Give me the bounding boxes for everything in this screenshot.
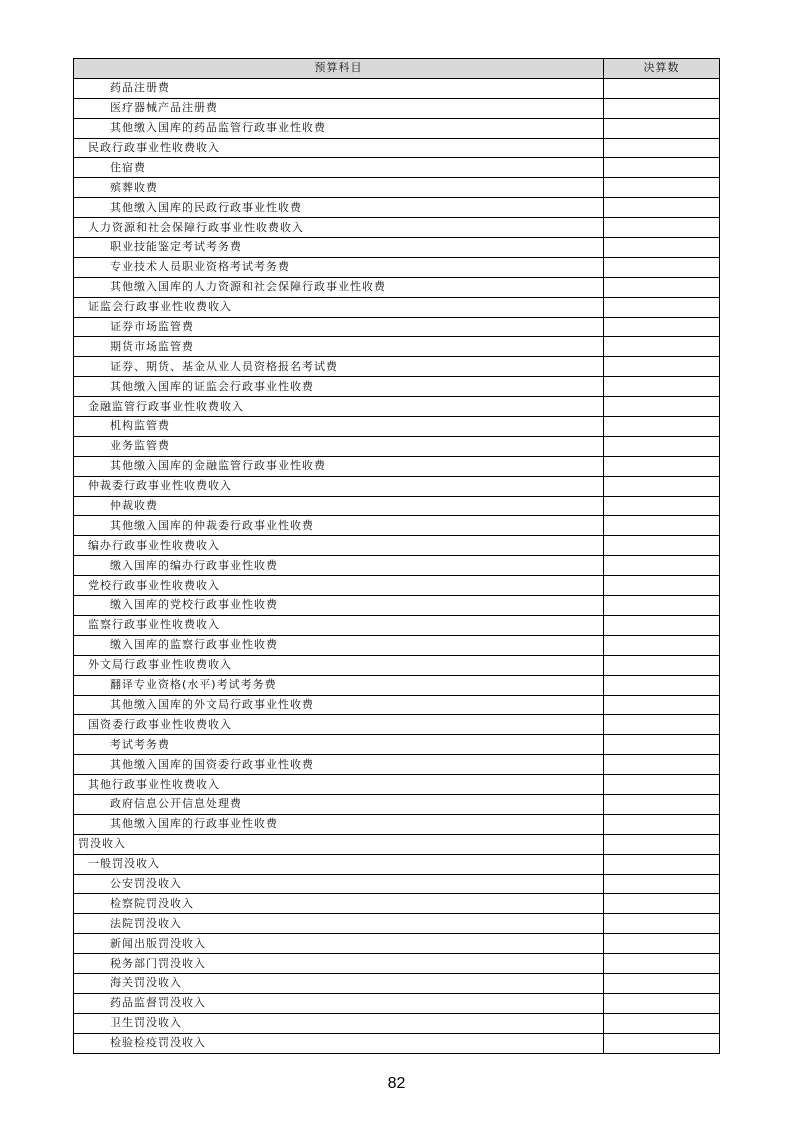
table-row [74, 456, 720, 476]
final-amount-cell [604, 794, 720, 814]
final-amount-cell [604, 814, 720, 834]
page-number: 82 [387, 1075, 406, 1092]
budget-item-cell: 其他缴入国库的药品监管行政事业性收费 [74, 118, 604, 138]
table-row [74, 556, 720, 576]
table-body [74, 78, 720, 1053]
budget-item-cell: 外文局行政事业性收费收入 [74, 655, 604, 675]
budget-item-cell: 证券、期货、基金从业人员资格报名考试费 [74, 357, 604, 377]
final-amount-cell [604, 317, 720, 337]
budget-item-cell: 缴入国库的监察行政事业性收费 [74, 635, 604, 655]
final-amount-cell [604, 158, 720, 178]
final-amount-cell [604, 357, 720, 377]
budget-item-cell: 公安罚没收入 [74, 874, 604, 894]
final-amount-cell [604, 496, 720, 516]
table-row [74, 297, 720, 317]
budget-item-cell: 仲裁收费 [74, 496, 604, 516]
table-row [74, 397, 720, 417]
budget-item-cell: 法院罚没收入 [74, 914, 604, 934]
budget-item-cell: 医疗器械产品注册费 [74, 98, 604, 118]
final-amount-cell [604, 198, 720, 218]
table-row [74, 496, 720, 516]
final-amount-cell [604, 337, 720, 357]
table-row [74, 735, 720, 755]
final-amount-cell [604, 297, 720, 317]
table-row [74, 914, 720, 934]
table-row [74, 814, 720, 834]
budget-item-cell: 殡葬收费 [74, 178, 604, 198]
budget-item-cell: 人力资源和社会保障行政事业性收费收入 [74, 218, 604, 238]
final-amount-cell [604, 257, 720, 277]
final-amount-cell [604, 218, 720, 238]
table-row [74, 715, 720, 735]
budget-item-cell: 药品监督罚没收入 [74, 993, 604, 1013]
budget-item-cell: 专业技术人员职业资格考试考务费 [74, 257, 604, 277]
final-amount-cell [604, 536, 720, 556]
final-amount-cell [604, 993, 720, 1013]
budget-item-cell: 新闻出版罚没收入 [74, 934, 604, 954]
final-amount-cell [604, 675, 720, 695]
final-amount-cell [604, 615, 720, 635]
table-row [74, 178, 720, 198]
final-amount-cell [604, 973, 720, 993]
table-row [74, 894, 720, 914]
table-row [74, 675, 720, 695]
final-amount-cell [604, 695, 720, 715]
final-amount-cell [604, 715, 720, 735]
table-row [74, 934, 720, 954]
final-amount-cell [604, 516, 720, 536]
final-amount-cell [604, 98, 720, 118]
budget-item-cell: 检察院罚没收入 [74, 894, 604, 914]
budget-item-cell: 其他缴入国库的国资委行政事业性收费 [74, 755, 604, 775]
final-amount-cell [604, 397, 720, 417]
budget-item-cell: 业务监管费 [74, 436, 604, 456]
table-row [74, 78, 720, 98]
final-amount-cell [604, 556, 720, 576]
table-row [74, 596, 720, 616]
budget-item-cell: 其他缴入国库的行政事业性收费 [74, 814, 604, 834]
budget-item-cell: 其他缴入国库的外文局行政事业性收费 [74, 695, 604, 715]
table-row [74, 794, 720, 814]
budget-item-cell: 罚没收入 [74, 834, 604, 854]
final-amount-cell [604, 417, 720, 437]
final-amount-cell [604, 635, 720, 655]
final-amount-cell [604, 874, 720, 894]
table-row [74, 98, 720, 118]
table-row [74, 635, 720, 655]
budget-table [73, 58, 720, 1054]
final-amount-cell [604, 894, 720, 914]
final-amount-cell [604, 138, 720, 158]
table-row [74, 198, 720, 218]
table-row [74, 536, 720, 556]
table-row [74, 576, 720, 596]
table-row [74, 238, 720, 258]
table-row [74, 516, 720, 536]
budget-item-cell: 其他缴入国库的证监会行政事业性收费 [74, 377, 604, 397]
header-row [74, 59, 720, 79]
final-amount-cell [604, 238, 720, 258]
budget-item-cell: 税务部门罚没收入 [74, 954, 604, 974]
table-row [74, 954, 720, 974]
table-row [74, 874, 720, 894]
table-row [74, 993, 720, 1013]
budget-item-cell: 检验检疫罚没收入 [74, 1033, 604, 1053]
header-budget-item: 预算科目 [74, 59, 604, 79]
final-amount-cell [604, 775, 720, 795]
final-amount-cell [604, 954, 720, 974]
table-row [74, 337, 720, 357]
budget-item-cell: 药品注册费 [74, 78, 604, 98]
final-amount-cell [604, 377, 720, 397]
table-row [74, 118, 720, 138]
table-row [74, 436, 720, 456]
table-row [74, 158, 720, 178]
table-row [74, 695, 720, 715]
final-amount-cell [604, 755, 720, 775]
budget-item-cell: 证监会行政事业性收费收入 [74, 297, 604, 317]
final-amount-cell [604, 436, 720, 456]
budget-item-cell: 卫生罚没收入 [74, 1013, 604, 1033]
budget-item-cell: 缴入国库的党校行政事业性收费 [74, 596, 604, 616]
table-row [74, 834, 720, 854]
final-amount-cell [604, 178, 720, 198]
budget-item-cell: 其他缴入国库的金融监管行政事业性收费 [74, 456, 604, 476]
table-row [74, 755, 720, 775]
final-amount-cell [604, 655, 720, 675]
budget-item-cell: 仲裁委行政事业性收费收入 [74, 476, 604, 496]
table-row [74, 476, 720, 496]
header-final-amount: 决算数 [604, 59, 720, 79]
budget-item-cell: 政府信息公开信息处理费 [74, 794, 604, 814]
table-row [74, 973, 720, 993]
budget-item-cell: 住宿费 [74, 158, 604, 178]
budget-item-cell: 其他缴入国库的民政行政事业性收费 [74, 198, 604, 218]
final-amount-cell [604, 934, 720, 954]
table-row [74, 1013, 720, 1033]
final-amount-cell [604, 914, 720, 934]
table-row [74, 317, 720, 337]
budget-item-cell: 国资委行政事业性收费收入 [74, 715, 604, 735]
table-row [74, 357, 720, 377]
final-amount-cell [604, 596, 720, 616]
budget-item-cell: 民政行政事业性收费收入 [74, 138, 604, 158]
final-amount-cell [604, 118, 720, 138]
budget-item-cell: 党校行政事业性收费收入 [74, 576, 604, 596]
table-row [74, 615, 720, 635]
table-row [74, 775, 720, 795]
table-row [74, 138, 720, 158]
budget-item-cell: 其他缴入国库的人力资源和社会保障行政事业性收费 [74, 277, 604, 297]
final-amount-cell [604, 277, 720, 297]
budget-item-cell: 编办行政事业性收费收入 [74, 536, 604, 556]
table-row [74, 417, 720, 437]
final-amount-cell [604, 576, 720, 596]
table-row [74, 655, 720, 675]
final-amount-cell [604, 735, 720, 755]
budget-item-cell: 监察行政事业性收费收入 [74, 615, 604, 635]
final-amount-cell [604, 1013, 720, 1033]
budget-item-cell: 考试考务费 [74, 735, 604, 755]
final-amount-cell [604, 456, 720, 476]
budget-item-cell: 缴入国库的编办行政事业性收费 [74, 556, 604, 576]
budget-item-cell: 其他行政事业性收费收入 [74, 775, 604, 795]
budget-item-cell: 翻译专业资格(水平)考试考务费 [74, 675, 604, 695]
final-amount-cell [604, 834, 720, 854]
final-amount-cell [604, 476, 720, 496]
budget-item-cell: 海关罚没收入 [74, 973, 604, 993]
table-row [74, 277, 720, 297]
table-row [74, 377, 720, 397]
final-amount-cell [604, 78, 720, 98]
budget-item-cell: 证券市场监管费 [74, 317, 604, 337]
table-row [74, 1033, 720, 1053]
budget-item-cell: 一般罚没收入 [74, 854, 604, 874]
table-row [74, 218, 720, 238]
budget-item-cell: 金融监管行政事业性收费收入 [74, 397, 604, 417]
budget-item-cell: 机构监管费 [74, 417, 604, 437]
budget-item-cell: 期货市场监管费 [74, 337, 604, 357]
final-amount-cell [604, 1033, 720, 1053]
table-row [74, 854, 720, 874]
final-amount-cell [604, 854, 720, 874]
table-row [74, 257, 720, 277]
budget-item-cell: 其他缴入国库的仲裁委行政事业性收费 [74, 516, 604, 536]
budget-item-cell: 职业技能鉴定考试考务费 [74, 238, 604, 258]
